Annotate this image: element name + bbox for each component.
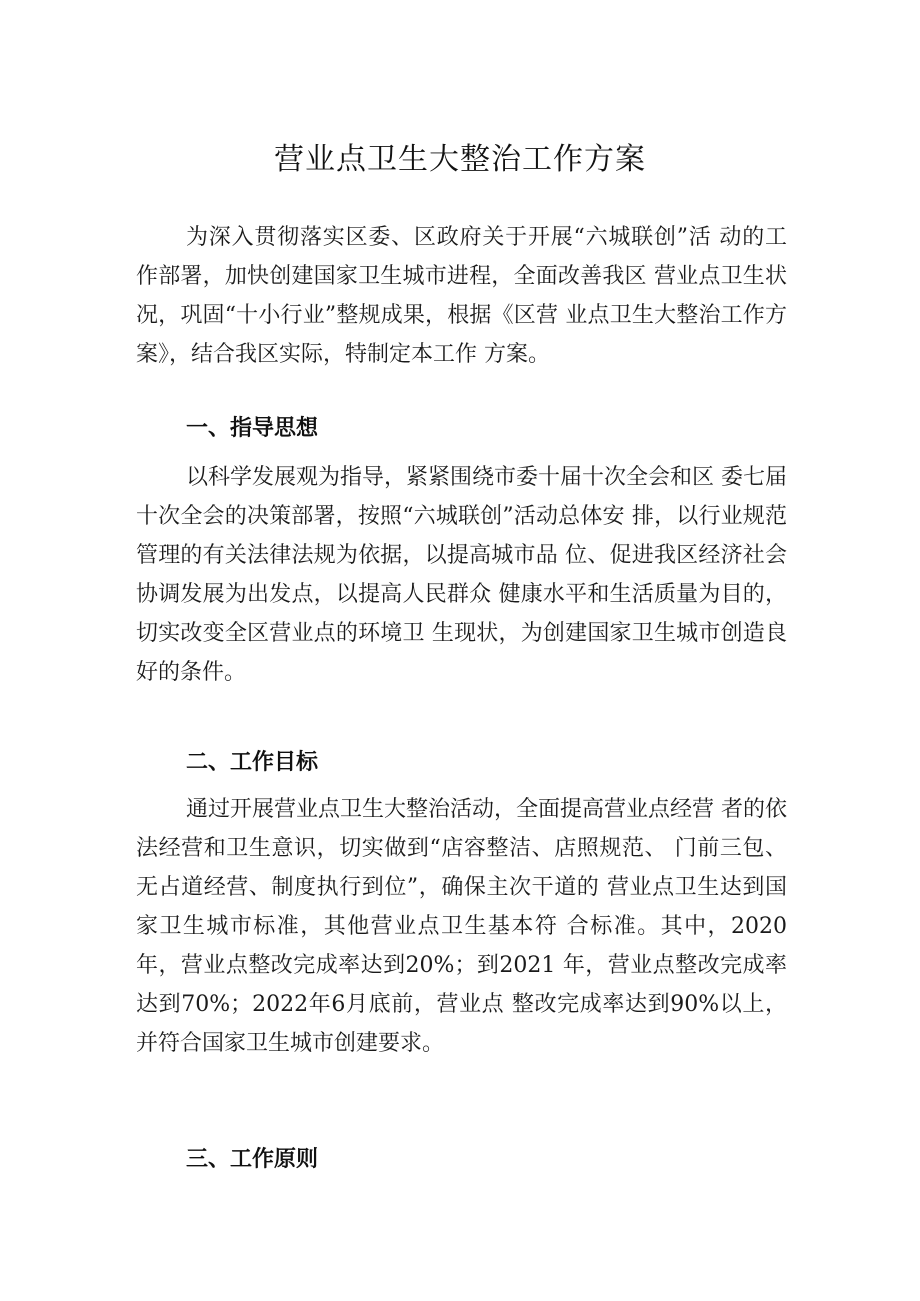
section-heading-work-goals: 二、工作目标 bbox=[186, 750, 319, 775]
section-heading-work-principles: 三、工作原则 bbox=[186, 1147, 319, 1172]
section-paragraph-guiding-ideology: 以科学发展观为指导，紧紧围绕市委十届十次全会和区 委七届十次全会的决策部署，按照“六城联创”活动总体安 排，以行业规范管理的有关法律法规为依据，以提高城市品 位、促进我区经济社会协调发展为出发点，以提高人民群众 健康水平和生活质量为目的，切实改变全区营业点的环境卫 生现状，为创建国家卫生城市创造良好的条件。 bbox=[136, 465, 787, 685]
section-paragraph-work-goals: 通过开展营业点卫生大整治活动，全面提高营业点经营 者的依法经营和卫生意识，切实做到“店容整洁、店照规范、 门前三包、无占道经营、制度执行到位”，确保主次干道的 营业点卫生达到国家卫生城市标准，其他营业点卫生基本符 合标准。其中，2020年，营业点整改完成率达到20%；到2021 年，营业点整改完成率达到70%；2022年6月底前，营业点 整改完成率达到90%以上，并符合国家卫生城市创建要求。 bbox=[136, 797, 787, 1056]
document-title: 营业点卫生大整治工作方案 bbox=[274, 142, 646, 177]
section-heading-guiding-ideology: 一、指导思想 bbox=[186, 416, 319, 441]
intro-paragraph: 为深入贯彻落实区委、区政府关于开展“六城联创”活 动的工作部署，加快创建国家卫生城市进程，全面改善我区 营业点卫生状况，巩固“十小行业”整规成果，根据《区营 业点卫生大整治工作方案》，结合我区实际，特制定本工作 方案。 bbox=[136, 225, 787, 367]
